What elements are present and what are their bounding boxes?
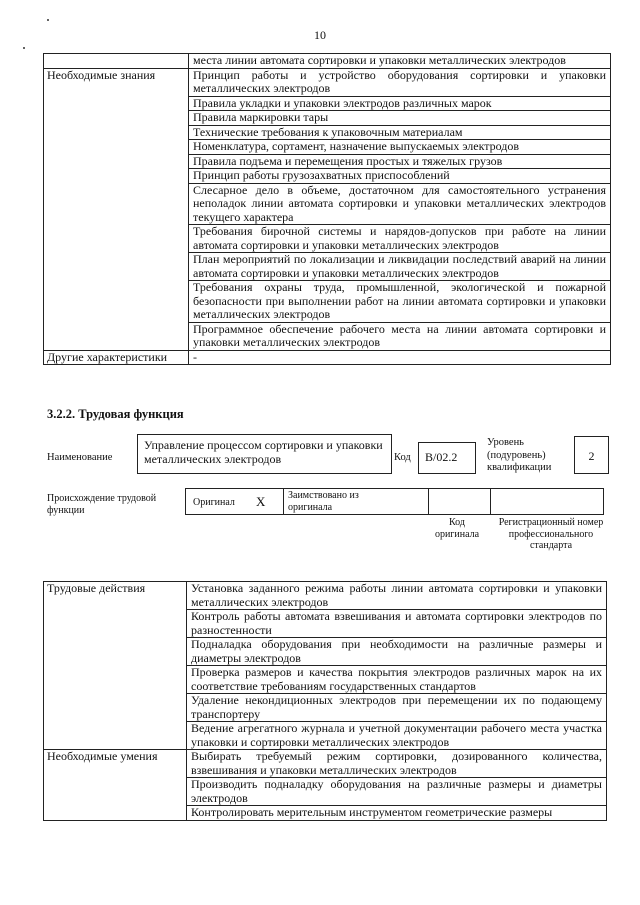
knowledge-table <box>43 53 611 365</box>
actions-table <box>43 581 607 821</box>
row-label: Необходимые умения <box>44 750 187 821</box>
row-item: Правила укладки и упаковки электродов различных марок <box>189 96 611 111</box>
level-box <box>574 436 609 474</box>
row-item: План мероприятий по локализации и ликвидации последствий аварий на линии автомата сортировки и упаковки металлических электродов <box>189 253 611 281</box>
row-item: Подналадка оборудования при необходимости на различные размеры и диаметры электродов <box>187 638 607 666</box>
row-item: - <box>189 350 611 365</box>
code-label: Код <box>394 452 411 463</box>
reg-caption: Регистрационный номер профессионального стандарта <box>498 517 604 551</box>
table-row <box>44 350 611 365</box>
borrowed-cell <box>283 489 429 514</box>
original-label: Оригинал <box>193 497 235 508</box>
row-item: Производить подналадку оборудования на различные размеры и диаметры электродов <box>187 778 607 806</box>
row-item: Правила маркировки тары <box>189 111 611 126</box>
borrowed-label: Заимствовано из оригинала <box>288 490 359 513</box>
scan-speck <box>47 19 49 21</box>
table-row <box>44 750 607 778</box>
row-label <box>44 54 189 69</box>
code-caption: Код оригинала <box>434 517 480 540</box>
table-row <box>44 54 611 69</box>
row-item: Ведение агрегатного журнала и учетной документации рабочего места участка упаковки и сортировки металлических электродов <box>187 722 607 750</box>
name-label: Наименование <box>47 452 113 463</box>
page-number: 10 <box>314 28 326 42</box>
level-label: Уровень (подуровень) квалификации <box>487 437 552 473</box>
row-item: Контролировать мерительным инструментом геометрические размеры <box>187 806 607 821</box>
row-item: Контроль работы автомата взвешивания и автомата сортировки электродов по разностенности <box>187 610 607 638</box>
row-item: Удаление некондиционных электродов при перемещении их по подающему транспортеру <box>187 694 607 722</box>
section-title: 3.2.2. Трудовая функция <box>47 407 184 421</box>
code-value: B/02.2 <box>425 450 458 464</box>
row-label: Необходимые знания <box>44 68 189 350</box>
row-label: Другие характеристики <box>44 350 189 365</box>
row-item: Технические требования к упаковочным материалам <box>189 125 611 140</box>
original-cell <box>186 489 284 514</box>
row-item: Установка заданного режима работы линии автомата сортировки и упаковки металлических электродов <box>187 582 607 610</box>
row-label: Трудовые действия <box>44 582 187 750</box>
function-name-box <box>137 434 392 474</box>
code-original-cell <box>428 489 491 514</box>
row-item: Слесарное дело в объеме, достаточном для самостоятельного устранения неполадок линии автомата сортировки и упаковки металлических электродов текущего характера <box>189 183 611 225</box>
original-mark: X <box>256 494 266 509</box>
function-name: Управление процессом сортировки и упаковки металлических электродов <box>144 438 383 466</box>
row-item: Принцип работы и устройство оборудования сортировки и упаковки металлических электродов <box>189 68 611 96</box>
row-item: Программное обеспечение рабочего места на линии автомата сортировки и упаковки металлических электродов <box>189 322 611 350</box>
row-item: Правила подъема и перемещения простых и тяжелых грузов <box>189 154 611 169</box>
row-item: Номенклатура, сортамент, назначение выпускаемых электродов <box>189 140 611 155</box>
level-value: 2 <box>588 449 595 463</box>
row-item: Выбирать требуемый режим сортировки, дозированного количества, взвешивания и упаковки металлических электродов <box>187 750 607 778</box>
row-item: Проверка размеров и качества покрытия электродов различных марок на их соответствие требованиям государственных стандартов <box>187 666 607 694</box>
row-item: Требования охраны труда, промышленной, экологической и пожарной безопасности при выполнении работ на линии автомата сортировки и упаковки металлических электродов <box>189 281 611 323</box>
row-item: Требования бирочной системы и нарядов-допусков при работе на линии автомата сортировки и упаковки металлических электродов <box>189 225 611 253</box>
row-item: места линии автомата сортировки и упаковки металлических электродов <box>189 54 611 69</box>
origin-label: Происхождение трудовой функции <box>47 493 157 516</box>
table-row <box>44 68 611 96</box>
origin-row <box>185 488 604 515</box>
table-row <box>44 582 607 610</box>
scan-speck <box>23 47 25 49</box>
code-box <box>418 442 476 474</box>
row-item: Принцип работы грузозахватных приспособлений <box>189 169 611 184</box>
